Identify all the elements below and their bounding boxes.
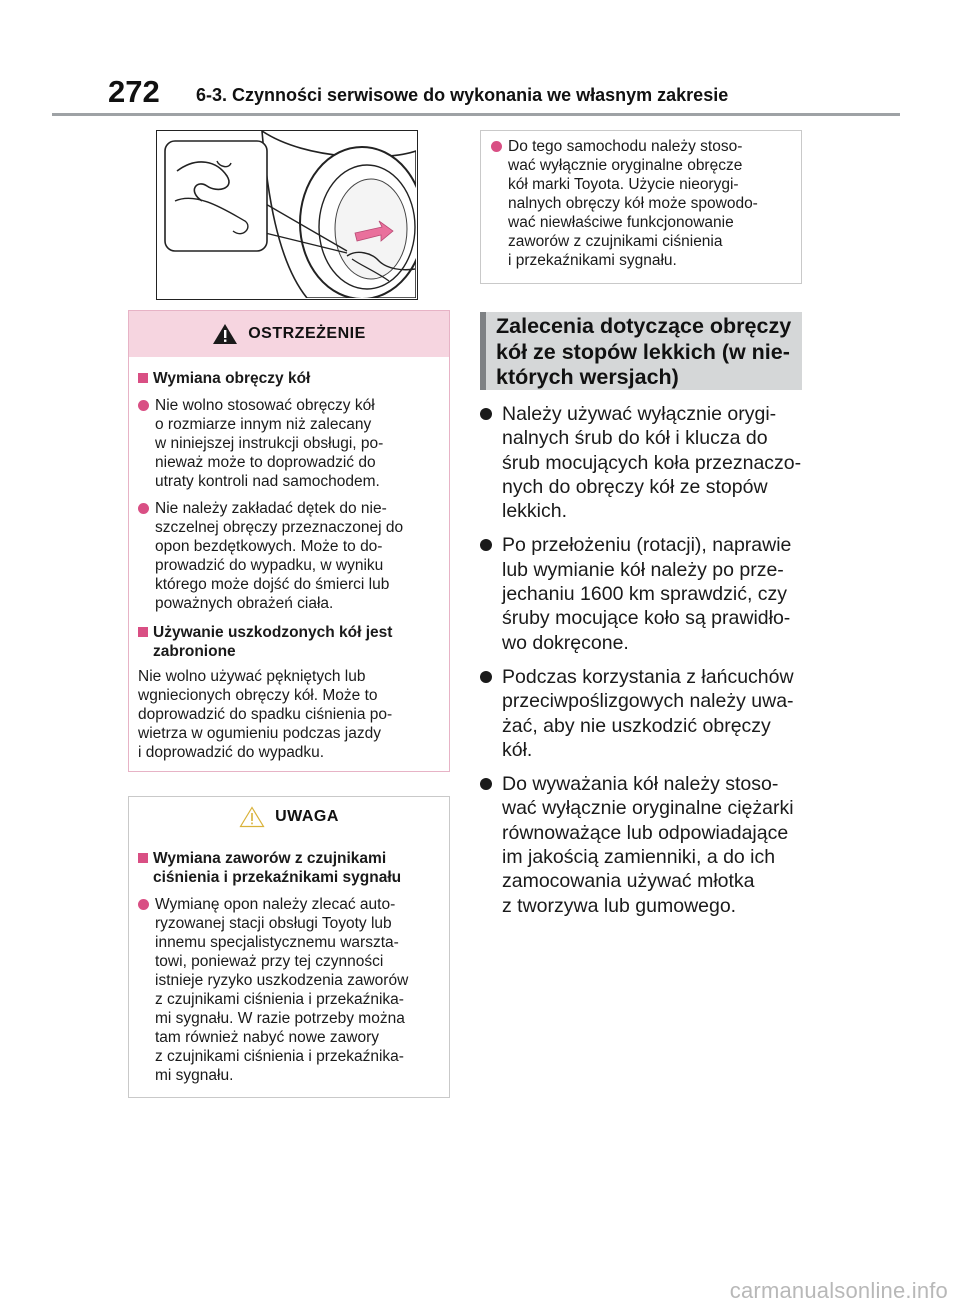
warning-triangle-icon	[212, 323, 238, 345]
bullet-icon	[480, 408, 492, 420]
header-divider	[52, 113, 900, 116]
caution-triangle-icon	[239, 806, 265, 828]
bullet-icon	[480, 539, 492, 551]
bullet-icon	[491, 141, 502, 152]
warning-item: Nie wolno stosować obręczy kół o rozmiarze innym niż zalecany w niniejszej instrukcji obsługi, po- nieważ może to doprowadzić do utraty kontroli nad samochodem.	[138, 396, 441, 491]
warning-item: Nie należy zakładać dętek do nie- szczelnej obręczy przeznaczonej do opon bezdętkowych. Może to do- prowadzić do wypadku, w wyniku którego może dojść do śmierci lub poważnych obrażeń ciała.	[138, 499, 441, 613]
section-title: 6-3. Czynności serwisowe do wykonania we własnym zakresie	[196, 85, 729, 105]
bullet-icon	[480, 671, 492, 683]
square-bullet-icon	[138, 627, 148, 637]
warning-box	[128, 310, 450, 772]
list-item: Podczas korzystania z łańcuchów przeciwpoślizgowych należy uwa- żać, aby nie uszkodzić obręczy kół.	[478, 665, 808, 762]
alloy-wheels-list	[478, 402, 808, 928]
alloy-wheels-heading: Zalecenia dotyczące obręczy kół ze stopów lekkich (w nie- których wersjach)	[480, 312, 802, 390]
valve-illustration	[156, 130, 418, 300]
bullet-icon	[138, 899, 149, 910]
caution-section-title: Wymiana zaworów z czujnikami ciśnienia i przekaźnikami sygnału	[138, 849, 441, 887]
valve-drawing	[157, 131, 416, 298]
list-item: Należy używać wyłącznie orygi- nalnych śrub do kół i klucza do śrub mocujących koła przeznaczo- nych do obręczy kół ze stopów lekkich.	[478, 402, 808, 523]
warning-header	[129, 311, 449, 357]
bullet-icon	[480, 778, 492, 790]
warning-title: OSTRZEŻENIE	[248, 325, 366, 342]
caution-item: Wymianę opon należy zlecać auto- ryzowanej stacji obsługi Toyoty lub innemu specjalistycznemu warszta- towi, ponieważ przy tej czynności istnieje ryzyko uszkodzenia zaworów z czujnikami ciśnienia i przekaźnika- mi sygnału. W razie potrzeby można tam również nabyć nowe zawory z czujnikami ciśnienia i przekaźnika- mi sygnału.	[138, 895, 441, 1085]
note-item: Do tego samochodu należy stoso- wać wyłącznie oryginalne obręcze kół marki Toyota. Użycie nieorygi- nalnych obręczy kół może spowodo- wać niewłaściwe funkcjonowanie zaworów z czujnikami ciśnienia i przekaźnikami sygnału.	[491, 137, 793, 270]
watermark: carmanualsonline.info	[729, 1278, 948, 1303]
warning-text: Nie wolno używać pękniętych lub wgniecionych obręczy kół. Może to doprowadzić do spadku ciśnienia po- wietrza w ogumieniu podczas jazdy i doprowadzić do wypadku.	[138, 668, 393, 761]
bullet-icon	[138, 400, 149, 411]
note-box	[480, 130, 802, 284]
warning-body	[129, 357, 449, 762]
caution-body	[129, 837, 449, 1085]
warning-section-title: Używanie uszkodzonych kół jest zabronione	[138, 623, 441, 661]
caution-box	[128, 796, 450, 1098]
page-number: 272	[108, 74, 160, 109]
list-item: Do wyważania kół należy stoso- wać wyłącznie oryginalne ciężarki równoważące lub odpowiadające im jakością zamienniki, a do ich zamocowania używać młotka z tworzywa lub gumowego.	[478, 772, 808, 918]
warning-section-title: Wymiana obręczy kół	[138, 369, 441, 388]
square-bullet-icon	[138, 853, 148, 863]
caution-header	[129, 797, 449, 837]
list-item: Po przełożeniu (rotacji), naprawie lub wymianie kół należy po prze- jechaniu 1600 km sprawdzić, czy śruby mocujące koło są prawidło- wo dokręcone.	[478, 533, 808, 654]
square-bullet-icon	[138, 373, 148, 383]
bullet-icon	[138, 503, 149, 514]
caution-title: UWAGA	[275, 808, 339, 825]
